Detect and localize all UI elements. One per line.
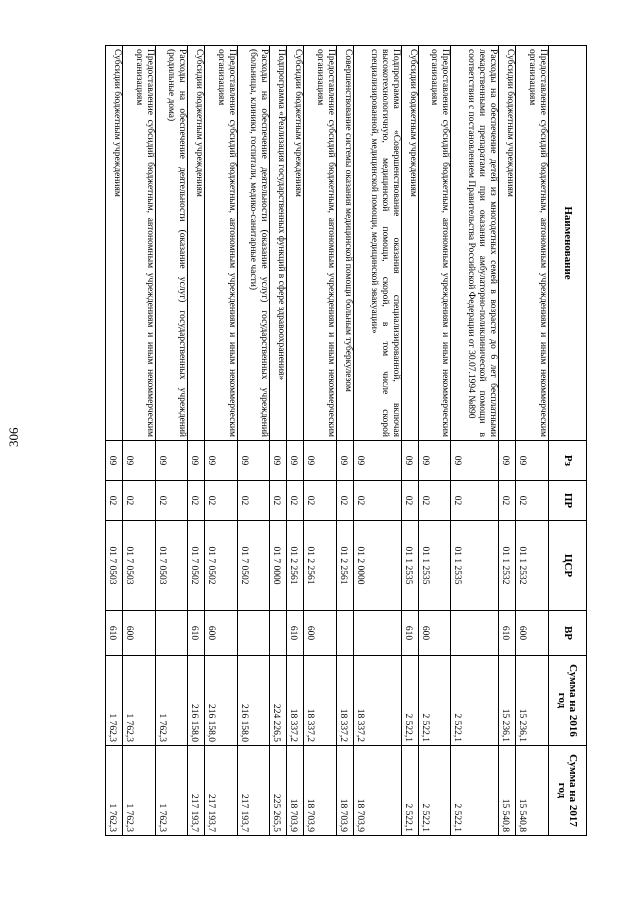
cell-csr: 01 1 2535 — [451, 521, 499, 611]
cell-pr: 02 — [123, 481, 156, 521]
cell-sum-2017: 2 522,1 — [401, 746, 418, 836]
cell-csr: 01 1 2532 — [516, 521, 549, 611]
cell-name: Предоставление субсидий бюджетным, автономным учреждениям и иным некоммерческим организациям — [516, 46, 549, 441]
header-vr: ВР — [549, 611, 587, 656]
cell-vr: 610 — [106, 611, 123, 656]
cell-csr: 01 2 2561 — [287, 521, 304, 611]
cell-sum-2017: 18 703,9 — [304, 746, 337, 836]
cell-csr: 01 7 0000 — [270, 521, 287, 611]
cell-sum-2017: 18 703,9 — [336, 746, 353, 836]
cell-rz: 09 — [270, 441, 287, 481]
table-row — [270, 46, 287, 836]
cell-name: Субсидии бюджетным учреждениям — [287, 46, 304, 441]
cell-pr: 02 — [155, 481, 188, 521]
cell-pr: 02 — [401, 481, 418, 521]
cell-name: Предоставление субсидий бюджетным, автономным учреждениям и иным некоммерческим организациям — [304, 46, 337, 441]
cell-name: Расходы на обеспечение деятельности (оказание услуг) государственных учреждений (родильные дома) — [155, 46, 188, 441]
cell-csr: 01 7 0502 — [237, 521, 270, 611]
cell-csr: 01 1 2535 — [418, 521, 451, 611]
cell-csr: 01 2 0000 — [353, 521, 401, 611]
table-row — [123, 46, 156, 836]
cell-pr: 02 — [336, 481, 353, 521]
cell-vr — [270, 611, 287, 656]
header-rz: Рз — [549, 441, 587, 481]
cell-pr: 02 — [205, 481, 238, 521]
cell-vr — [155, 611, 188, 656]
cell-pr: 02 — [499, 481, 516, 521]
cell-csr: 01 2 2561 — [336, 521, 353, 611]
cell-sum-2017: 1 762,3 — [106, 746, 123, 836]
budget-table-container — [105, 45, 587, 835]
cell-sum-2016: 216 158,0 — [237, 656, 270, 746]
cell-pr: 02 — [237, 481, 270, 521]
cell-sum-2017: 1 762,3 — [155, 746, 188, 836]
cell-sum-2017: 217 193,7 — [205, 746, 238, 836]
cell-sum-2016: 15 236,1 — [499, 656, 516, 746]
cell-pr: 02 — [270, 481, 287, 521]
cell-sum-2016: 2 522,1 — [418, 656, 451, 746]
cell-sum-2017: 2 522,1 — [418, 746, 451, 836]
header-sum-2017: Сумма на 2017 год — [549, 746, 587, 836]
table-row — [237, 46, 270, 836]
table-row — [353, 46, 401, 836]
cell-sum-2016: 18 337,2 — [336, 656, 353, 746]
cell-name: Подпрограмма «Реализация государственных функций в сфере здравоохранения» — [270, 46, 287, 441]
cell-sum-2016: 15 236,1 — [516, 656, 549, 746]
cell-vr: 600 — [418, 611, 451, 656]
cell-csr: 01 7 0503 — [106, 521, 123, 611]
cell-name: Совершенствование системы оказания медицинской помощи больным туберкулезом — [336, 46, 353, 441]
cell-pr: 02 — [451, 481, 499, 521]
cell-pr: 02 — [516, 481, 549, 521]
page-number: 306 — [6, 427, 21, 447]
table-row — [516, 46, 549, 836]
cell-sum-2017: 225 265,5 — [270, 746, 287, 836]
cell-csr: 01 7 0503 — [123, 521, 156, 611]
cell-sum-2016: 1 762,3 — [106, 656, 123, 746]
cell-vr: 610 — [499, 611, 516, 656]
table-row — [205, 46, 238, 836]
table-row — [155, 46, 188, 836]
cell-sum-2016: 216 158,0 — [188, 656, 205, 746]
cell-rz: 09 — [155, 441, 188, 481]
cell-sum-2016: 2 522,1 — [401, 656, 418, 746]
cell-sum-2016: 216 158,0 — [205, 656, 238, 746]
cell-name: Подпрограмма «Совершенствование оказания специализированной, включая высокотехнологичную, медицинской помощи, скорой, в том числе скорой специализированной, медицинской помощи, медицинской эвакуации» — [353, 46, 401, 441]
cell-pr: 02 — [106, 481, 123, 521]
cell-vr: 600 — [304, 611, 337, 656]
cell-rz: 09 — [304, 441, 337, 481]
cell-name: Субсидии бюджетным учреждениям — [401, 46, 418, 441]
header-sum-2016: Сумма на 2016 год — [549, 656, 587, 746]
cell-sum-2017: 217 193,7 — [237, 746, 270, 836]
cell-rz: 09 — [336, 441, 353, 481]
budget-table — [105, 45, 587, 836]
cell-sum-2016: 18 337,2 — [304, 656, 337, 746]
table-row — [287, 46, 304, 836]
cell-rz: 09 — [353, 441, 401, 481]
cell-rz: 09 — [123, 441, 156, 481]
cell-pr: 02 — [418, 481, 451, 521]
cell-sum-2017: 1 762,3 — [123, 746, 156, 836]
table-body — [106, 46, 549, 836]
table-row — [499, 46, 516, 836]
cell-sum-2016: 2 522,1 — [451, 656, 499, 746]
cell-rz: 09 — [287, 441, 304, 481]
cell-rz: 09 — [499, 441, 516, 481]
cell-sum-2016: 18 337,2 — [287, 656, 304, 746]
cell-rz: 09 — [516, 441, 549, 481]
header-name: Наименование — [549, 46, 587, 441]
cell-rz: 09 — [237, 441, 270, 481]
cell-rz: 09 — [188, 441, 205, 481]
cell-sum-2016: 1 762,3 — [123, 656, 156, 746]
cell-sum-2017: 15 540,8 — [516, 746, 549, 836]
table-row — [188, 46, 205, 836]
cell-rz: 09 — [451, 441, 499, 481]
cell-name: Расходы на обеспечение детей из многодетных семей в возрасте до 6 лет бесплатными лекарственными препаратами при оказании амбулаторно-поликлинической помощи в соответствии с постановлением Правительства Российской Федерации от 30.07.1994 №890 — [451, 46, 499, 441]
header-csr: ЦСР — [549, 521, 587, 611]
cell-vr — [237, 611, 270, 656]
cell-sum-2017: 15 540,8 — [499, 746, 516, 836]
cell-csr: 01 7 0502 — [205, 521, 238, 611]
cell-csr: 01 7 0502 — [188, 521, 205, 611]
cell-rz: 09 — [418, 441, 451, 481]
table-row — [304, 46, 337, 836]
cell-csr: 01 1 2535 — [401, 521, 418, 611]
table-row — [451, 46, 499, 836]
cell-sum-2017: 18 703,9 — [287, 746, 304, 836]
cell-sum-2016: 1 762,3 — [155, 656, 188, 746]
header-pr: ПР — [549, 481, 587, 521]
cell-sum-2016: 18 337,2 — [353, 656, 401, 746]
cell-sum-2017: 18 703,9 — [353, 746, 401, 836]
cell-vr: 600 — [205, 611, 238, 656]
cell-csr: 01 1 2532 — [499, 521, 516, 611]
cell-pr: 02 — [353, 481, 401, 521]
cell-vr: 610 — [287, 611, 304, 656]
cell-vr: 600 — [123, 611, 156, 656]
cell-sum-2016: 224 226,5 — [270, 656, 287, 746]
cell-name: Предоставление субсидий бюджетным, автономным учреждениям и иным некоммерческим организациям — [418, 46, 451, 441]
cell-csr: 01 7 0503 — [155, 521, 188, 611]
cell-vr: 610 — [188, 611, 205, 656]
cell-rz: 09 — [106, 441, 123, 481]
cell-vr — [336, 611, 353, 656]
cell-vr: 610 — [401, 611, 418, 656]
table-row — [418, 46, 451, 836]
cell-vr: 600 — [516, 611, 549, 656]
cell-pr: 02 — [304, 481, 337, 521]
table-row — [336, 46, 353, 836]
cell-name: Предоставление субсидий бюджетным, автономным учреждениям и иным некоммерческим организациям — [205, 46, 238, 441]
cell-vr — [451, 611, 499, 656]
cell-rz: 09 — [205, 441, 238, 481]
cell-csr: 01 2 2561 — [304, 521, 337, 611]
cell-vr — [353, 611, 401, 656]
table-header-row — [549, 46, 587, 836]
cell-name: Расходы на обеспечение деятельности (оказание услуг) государственных учреждений (больницы, клиники, госпитали, медико-санитарные части) — [237, 46, 270, 441]
cell-name: Субсидии бюджетным учреждениям — [106, 46, 123, 441]
cell-sum-2017: 2 522,1 — [451, 746, 499, 836]
cell-pr: 02 — [287, 481, 304, 521]
cell-pr: 02 — [188, 481, 205, 521]
cell-name: Предоставление субсидий бюджетным, автономным учреждениям и иным некоммерческим организациям — [123, 46, 156, 441]
table-row — [401, 46, 418, 836]
cell-sum-2017: 217 193,7 — [188, 746, 205, 836]
cell-name: Субсидии бюджетным учреждениям — [499, 46, 516, 441]
cell-name: Субсидии бюджетным учреждениям — [188, 46, 205, 441]
cell-rz: 09 — [401, 441, 418, 481]
table-row — [106, 46, 123, 836]
